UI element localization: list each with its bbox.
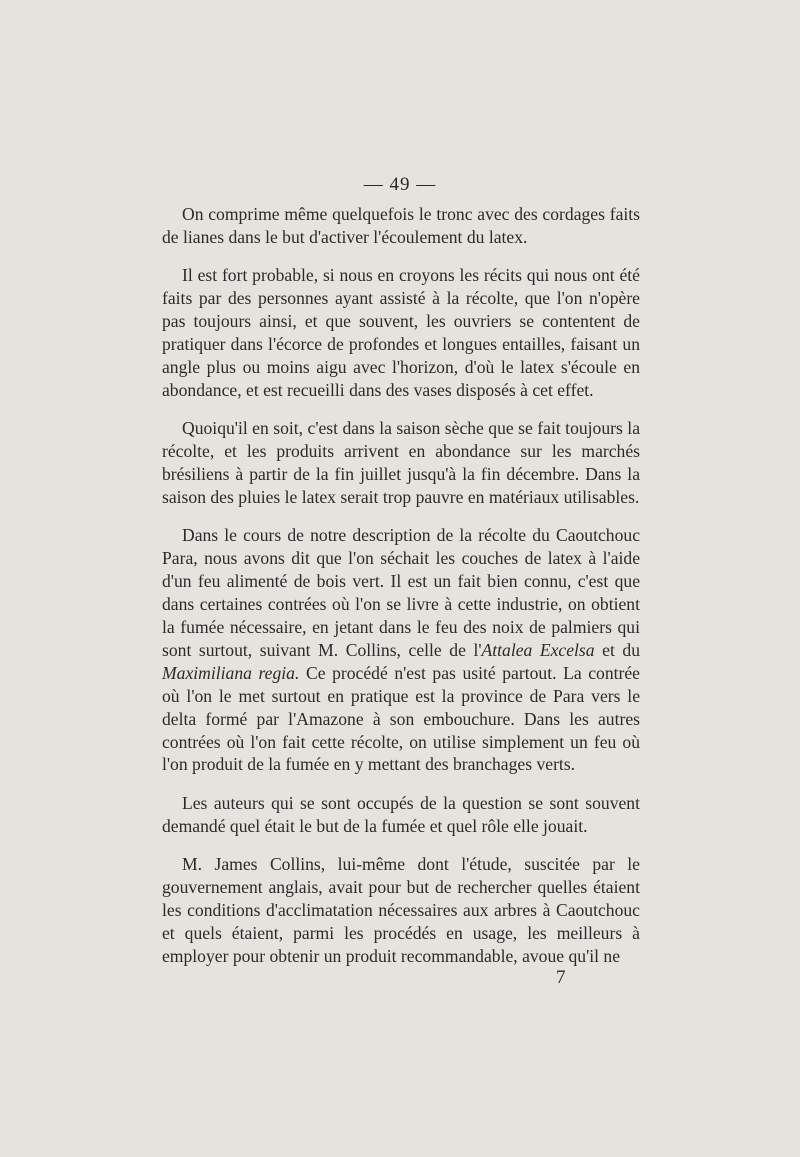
text-segment: et du xyxy=(594,639,641,660)
paragraph xyxy=(162,792,640,838)
text-segment: Les auteurs qui se sont occupés de la question se sont souvent demandé quel était le but de la fumée et quel rôle elle jouait. xyxy=(162,792,640,836)
text-segment: On comprime même quelquefois le tronc avec des cordages faits de lianes dans le but d'activer l'écoulement du latex. xyxy=(162,204,640,247)
text-segment: Ce procédé n'est pas usité partout. La contrée où l'on le met surtout en pratique est la province de Para vers le delta formé par l'Amazone à son embouchure. Dans les autres contrées où l'on fait cette récolte, on utilise simplement un feu où l'on produit de la fumée en y mettant des branchages verts. xyxy=(162,662,640,775)
text-segment: Quoiqu'il en soit, c'est dans la saison sèche que se fait toujours la récolte, et les produits arrivent en abondance sur les marchés brésiliens à partir de la fin juillet jusqu'à la fin décembre. Dans la saison des pluies le latex serait trop pauvre en matériaux utilisables. xyxy=(162,418,640,507)
italic-text-segment: Attalea Excelsa xyxy=(481,639,595,660)
paragraph xyxy=(162,417,640,509)
signature-mark: 7 xyxy=(556,967,566,988)
paragraph xyxy=(162,203,640,249)
text-segment: Dans le cours de notre description de la récolte du Caoutchouc Para, nous avons dit que l'on séchait les couches de latex à l'aide d'un feu alimenté de bois vert. Il est un fait bien connu, c'est que dans certaines contrées où l'on se livre à cette industrie, on obtient la fumée nécessaire, en jetant dans le feu des noix de palmiers qui sont surtout, suivant M. Collins, celle de l' xyxy=(162,525,640,660)
paragraph xyxy=(162,264,640,401)
italic-text-segment: Maximiliana regia. xyxy=(162,662,300,683)
paragraph xyxy=(162,853,640,968)
page-number: — 49 — xyxy=(363,174,437,195)
text-segment: M. James Collins, lui-même dont l'étude, suscitée par le gouvernement anglais, avait pour but de rechercher quelles étaient les conditions d'acclimatation nécessaires aux arbres à Caoutchouc et quels étaient, parmi les procédés en usage, les meilleurs à employer pour obtenir un produit recommandable, avoue qu'il ne xyxy=(162,854,640,966)
text-segment: Il est fort probable, si nous en croyons les récits qui nous ont été faits par des personnes ayant assisté à la récolte, que l'on n'opère pas toujours ainsi, et que souvent, les ouvriers se contentent de pratiquer dans l'écorce de profondes et longues entailles, faisant un angle plus ou moins aigu avec l'horizon, d'où le latex s'écoule en abondance, et est recueilli dans des vases disposés à cet effet. xyxy=(162,265,640,400)
body-text xyxy=(162,203,640,968)
paragraph xyxy=(162,524,640,776)
